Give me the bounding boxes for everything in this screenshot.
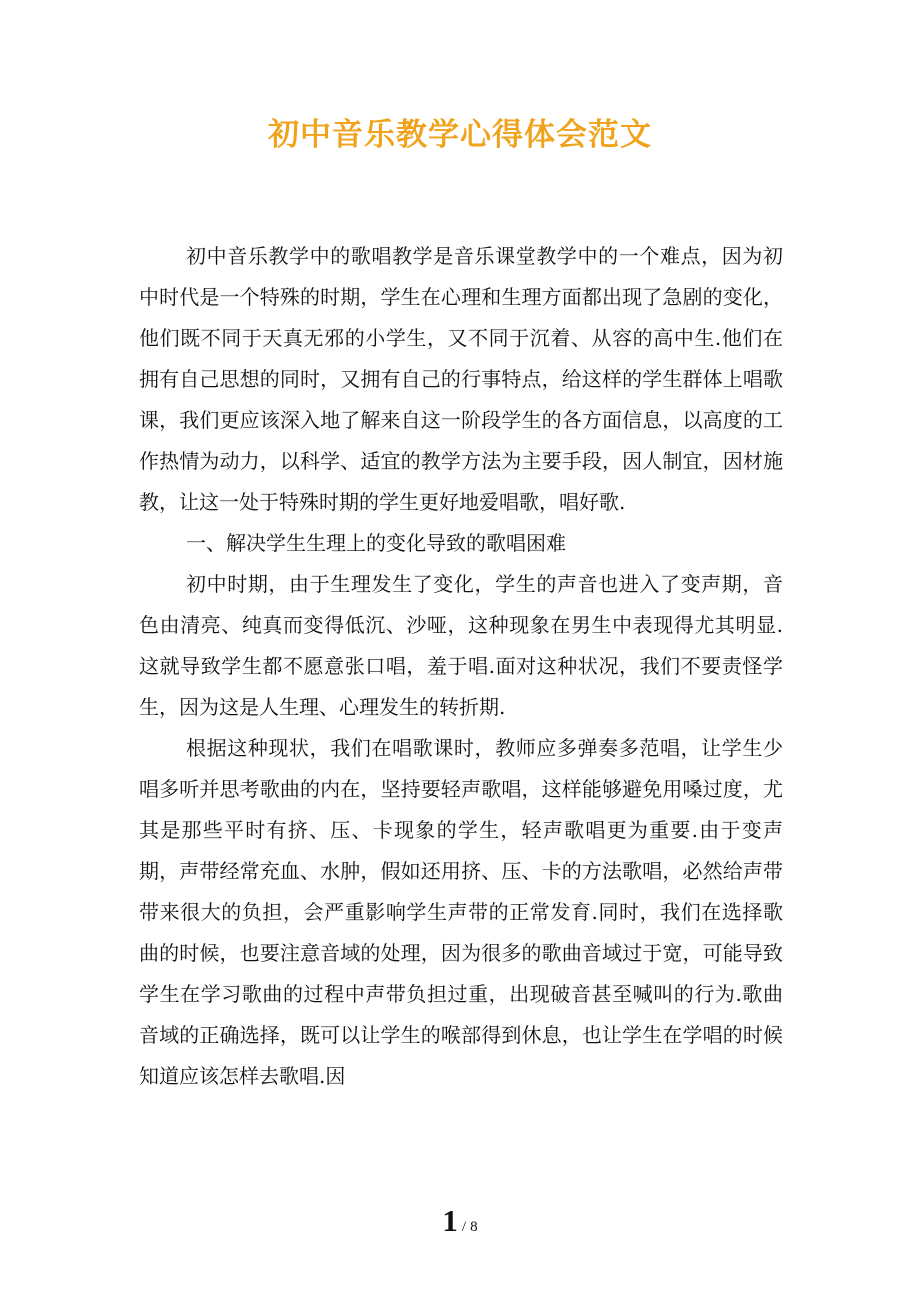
document-title: 初中音乐教学心得体会范文	[268, 117, 652, 153]
paragraph-teaching-method: 根据这种现状，我们在唱歌课时，教师应多弹奏多范唱，让学生少唱多听并思考歌曲的内在，坚持要轻声歌唱，这样能够避免用嗓过度，尤其是那些平时有挤、压、卡现象的学生，轻声歌唱更为重要.由于变声期，声带经常充血、水肿，假如还用挤、压、卡的方法歌唱，必然给声带带来很大的负担，会严重影响学生声带的正常发育.同时，我们在选择歌曲的时候，也要注意音域的处理，因为很多的歌曲音域过于宽，可能导致学生在学习歌曲的过程中声带负担过重，出现破音甚至喊叫的行为.歌曲音域的正确选择，既可以让学生的喉部得到休息，也让学生在学唱的时候知道应该怎样去歌唱.因	[139, 736, 783, 1088]
page-footer	[0, 1203, 920, 1239]
paragraph-intro: 初中音乐教学中的歌唱教学是音乐课堂教学中的一个难点，因为初中时代是一个特殊的时期，学生在心理和生理方面都出现了急剧的变化，他们既不同于天真无邪的小学生，又不同于沉着、从容的高中生.他们在拥有自己思想的同时，又拥有自己的行事特点，给这样的学生群体上唱歌课，我们更应该深入地了解来自这一阶段学生的各方面信息，以高度的工作热情为动力，以科学、适宜的教学方法为主要手段，因人制宜，因材施教，让这一处于特殊时期的学生更好地爱唱歌，唱好歌.	[139, 244, 783, 514]
section-heading-1: 一、解决学生生理上的变化导致的歌唱困难	[186, 531, 566, 555]
page-number: 1	[442, 1203, 458, 1238]
page-total: 8	[470, 1219, 478, 1235]
document-body	[139, 236, 783, 1097]
page-separator: /	[461, 1219, 467, 1235]
paragraph-voice-change: 初中时期，由于生理发生了变化，学生的声音也进入了变声期，音色由清亮、纯真而变得低沉、沙哑，这种现象在男生中表现得尤其明显.这就导致学生都不愿意张口唱，羞于唱.面对这种状况，我们不要责怪学生，因为这是人生理、心理发生的转折期.	[139, 572, 783, 719]
